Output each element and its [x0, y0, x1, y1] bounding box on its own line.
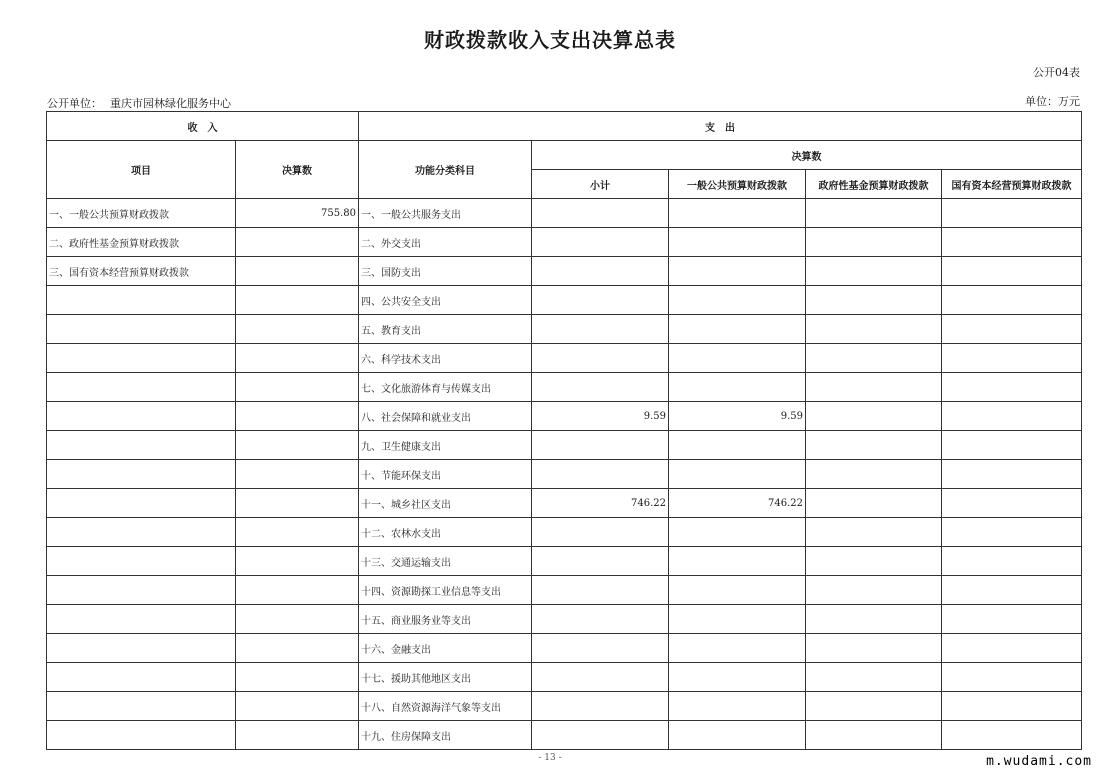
state-capital-cell: [942, 199, 1082, 228]
table-row: [47, 634, 1082, 663]
income-amount-cell: [236, 547, 359, 576]
income-amount-cell: [236, 344, 359, 373]
general-budget-cell: 746.22: [669, 489, 806, 518]
subtotal-cell: [532, 228, 669, 257]
income-item-cell: [47, 460, 236, 489]
expense-item-cell: 八、社会保障和就业支出: [359, 402, 532, 431]
table-row: [47, 257, 1082, 286]
state-capital-cell: [942, 286, 1082, 315]
state-capital-cell: [942, 634, 1082, 663]
general-budget-cell: [669, 228, 806, 257]
income-item-cell: [47, 576, 236, 605]
income-item-cell: [47, 344, 236, 373]
gov-fund-cell: [806, 431, 942, 460]
reporting-unit-name: 重庆市园林绿化服务中心: [110, 97, 231, 110]
currency-unit: 单位：万元: [1025, 95, 1080, 108]
income-item-cell: [47, 547, 236, 576]
income-item-cell: [47, 402, 236, 431]
page-title: 财政拨款收入支出决算总表: [424, 28, 676, 52]
table-row: [47, 518, 1082, 547]
gov-fund-cell: [806, 663, 942, 692]
general-budget-cell: [669, 373, 806, 402]
table-row: [47, 721, 1082, 750]
gov-fund-cell: [806, 547, 942, 576]
gov-fund-cell: [806, 605, 942, 634]
expense-item-cell: 一、一般公共服务支出: [359, 199, 532, 228]
table-row: [47, 402, 1082, 431]
state-capital-cell: [942, 547, 1082, 576]
column-header-subtotal: 小计: [532, 170, 669, 199]
state-capital-cell: [942, 315, 1082, 344]
subtotal-cell: [532, 634, 669, 663]
income-section-header: 收 入: [47, 112, 359, 141]
table-row: [47, 315, 1082, 344]
table-row: [47, 431, 1082, 460]
reporting-unit: [47, 95, 231, 111]
page-number: - 13 -: [538, 753, 562, 763]
general-budget-cell: [669, 692, 806, 721]
column-header-state-capital: 国有资本经营预算财政拨款: [942, 170, 1082, 199]
income-amount-cell: [236, 576, 359, 605]
state-capital-cell: [942, 228, 1082, 257]
gov-fund-cell: [806, 460, 942, 489]
income-amount-cell: [236, 402, 359, 431]
income-item-cell: [47, 286, 236, 315]
gov-fund-cell: [806, 344, 942, 373]
gov-fund-cell: [806, 576, 942, 605]
gov-fund-cell: [806, 199, 942, 228]
gov-fund-cell: [806, 315, 942, 344]
table-row: [47, 576, 1082, 605]
income-item-cell: [47, 692, 236, 721]
income-item-cell: [47, 605, 236, 634]
gov-fund-cell: [806, 692, 942, 721]
subtotal-cell: [532, 576, 669, 605]
state-capital-cell: [942, 257, 1082, 286]
income-item-cell: 二、政府性基金预算财政拨款: [47, 228, 236, 257]
income-item-cell: [47, 518, 236, 547]
table-header: [47, 112, 1082, 199]
expense-item-cell: 四、公共安全支出: [359, 286, 532, 315]
budget-table: [46, 111, 1082, 750]
subtotal-cell: [532, 286, 669, 315]
income-item-cell: [47, 431, 236, 460]
column-group-final-amount: 决算数: [532, 141, 1082, 170]
watermark: m.wudami.com: [986, 754, 1092, 769]
subtotal-cell: [532, 547, 669, 576]
expense-item-cell: 九、卫生健康支出: [359, 431, 532, 460]
general-budget-cell: [669, 286, 806, 315]
table-row: [47, 228, 1082, 257]
expense-item-cell: 十五、商业服务业等支出: [359, 605, 532, 634]
subtotal-cell: [532, 344, 669, 373]
subtotal-cell: [532, 431, 669, 460]
subtotal-cell: 9.59: [532, 402, 669, 431]
income-amount-cell: [236, 518, 359, 547]
general-budget-cell: [669, 431, 806, 460]
expense-item-cell: 五、教育支出: [359, 315, 532, 344]
expense-item-cell: 三、国防支出: [359, 257, 532, 286]
subtotal-cell: [532, 257, 669, 286]
table-row: [47, 489, 1082, 518]
expense-item-cell: 十二、农林水支出: [359, 518, 532, 547]
table-row: [47, 692, 1082, 721]
gov-fund-cell: [806, 228, 942, 257]
column-header-final-amount: 决算数: [236, 141, 359, 199]
gov-fund-cell: [806, 286, 942, 315]
table-row: [47, 460, 1082, 489]
expense-item-cell: 二、外交支出: [359, 228, 532, 257]
income-amount-cell: [236, 431, 359, 460]
income-amount-cell: [236, 634, 359, 663]
form-number: 公开04表: [1033, 66, 1080, 79]
subtotal-cell: [532, 605, 669, 634]
subtotal-cell: [532, 692, 669, 721]
general-budget-cell: [669, 460, 806, 489]
expense-item-cell: 六、科学技术支出: [359, 344, 532, 373]
gov-fund-cell: [806, 721, 942, 750]
table-row: [47, 344, 1082, 373]
state-capital-cell: [942, 576, 1082, 605]
subtotal-cell: 746.22: [532, 489, 669, 518]
general-budget-cell: [669, 518, 806, 547]
income-item-cell: 一、一般公共预算财政拨款: [47, 199, 236, 228]
gov-fund-cell: [806, 518, 942, 547]
income-item-cell: [47, 489, 236, 518]
subtotal-cell: [532, 721, 669, 750]
gov-fund-cell: [806, 402, 942, 431]
state-capital-cell: [942, 344, 1082, 373]
general-budget-cell: [669, 721, 806, 750]
table-body: [47, 199, 1082, 750]
expense-item-cell: 十四、资源勘探工业信息等支出: [359, 576, 532, 605]
expense-item-cell: 十七、援助其他地区支出: [359, 663, 532, 692]
state-capital-cell: [942, 489, 1082, 518]
income-item-cell: [47, 634, 236, 663]
column-header-function-category: 功能分类科目: [359, 141, 532, 199]
column-header-item: 项目: [47, 141, 236, 199]
state-capital-cell: [942, 402, 1082, 431]
expense-item-cell: 十九、住房保障支出: [359, 721, 532, 750]
income-item-cell: [47, 315, 236, 344]
table-row: [47, 605, 1082, 634]
income-item-cell: 三、国有资本经营预算财政拨款: [47, 257, 236, 286]
income-amount-cell: [236, 663, 359, 692]
state-capital-cell: [942, 692, 1082, 721]
table-row: [47, 286, 1082, 315]
income-amount-cell: [236, 373, 359, 402]
income-amount-cell: [236, 721, 359, 750]
subtotal-cell: [532, 373, 669, 402]
general-budget-cell: [669, 199, 806, 228]
subtotal-cell: [532, 663, 669, 692]
state-capital-cell: [942, 518, 1082, 547]
reporting-unit-label: 公开单位：: [47, 97, 102, 110]
gov-fund-cell: [806, 489, 942, 518]
state-capital-cell: [942, 721, 1082, 750]
income-item-cell: [47, 721, 236, 750]
gov-fund-cell: [806, 634, 942, 663]
general-budget-cell: [669, 257, 806, 286]
income-amount-cell: [236, 460, 359, 489]
income-amount-cell: [236, 286, 359, 315]
gov-fund-cell: [806, 257, 942, 286]
income-amount-cell: [236, 228, 359, 257]
general-budget-cell: [669, 547, 806, 576]
income-item-cell: [47, 663, 236, 692]
column-header-gov-fund: 政府性基金预算财政拨款: [806, 170, 942, 199]
income-item-cell: [47, 373, 236, 402]
table-row: [47, 199, 1082, 228]
subtotal-cell: [532, 199, 669, 228]
general-budget-cell: [669, 344, 806, 373]
expense-item-cell: 七、文化旅游体育与传媒支出: [359, 373, 532, 402]
general-budget-cell: [669, 315, 806, 344]
table-row: [47, 373, 1082, 402]
state-capital-cell: [942, 373, 1082, 402]
table-row: [47, 547, 1082, 576]
general-budget-cell: [669, 634, 806, 663]
income-amount-cell: [236, 257, 359, 286]
general-budget-cell: 9.59: [669, 402, 806, 431]
state-capital-cell: [942, 431, 1082, 460]
expense-item-cell: 十八、自然资源海洋气象等支出: [359, 692, 532, 721]
income-amount-cell: [236, 489, 359, 518]
expense-item-cell: 十一、城乡社区支出: [359, 489, 532, 518]
state-capital-cell: [942, 460, 1082, 489]
income-amount-cell: 755.80: [236, 199, 359, 228]
expense-item-cell: 十、节能环保支出: [359, 460, 532, 489]
column-header-general-budget: 一般公共预算财政拨款: [669, 170, 806, 199]
table-row: [47, 663, 1082, 692]
gov-fund-cell: [806, 373, 942, 402]
state-capital-cell: [942, 605, 1082, 634]
subtotal-cell: [532, 460, 669, 489]
general-budget-cell: [669, 576, 806, 605]
subtotal-cell: [532, 315, 669, 344]
general-budget-cell: [669, 605, 806, 634]
income-amount-cell: [236, 692, 359, 721]
income-amount-cell: [236, 315, 359, 344]
state-capital-cell: [942, 663, 1082, 692]
expense-item-cell: 十三、交通运输支出: [359, 547, 532, 576]
expense-item-cell: 十六、金融支出: [359, 634, 532, 663]
subtotal-cell: [532, 518, 669, 547]
income-amount-cell: [236, 605, 359, 634]
general-budget-cell: [669, 663, 806, 692]
expense-section-header: 支 出: [359, 112, 1082, 141]
